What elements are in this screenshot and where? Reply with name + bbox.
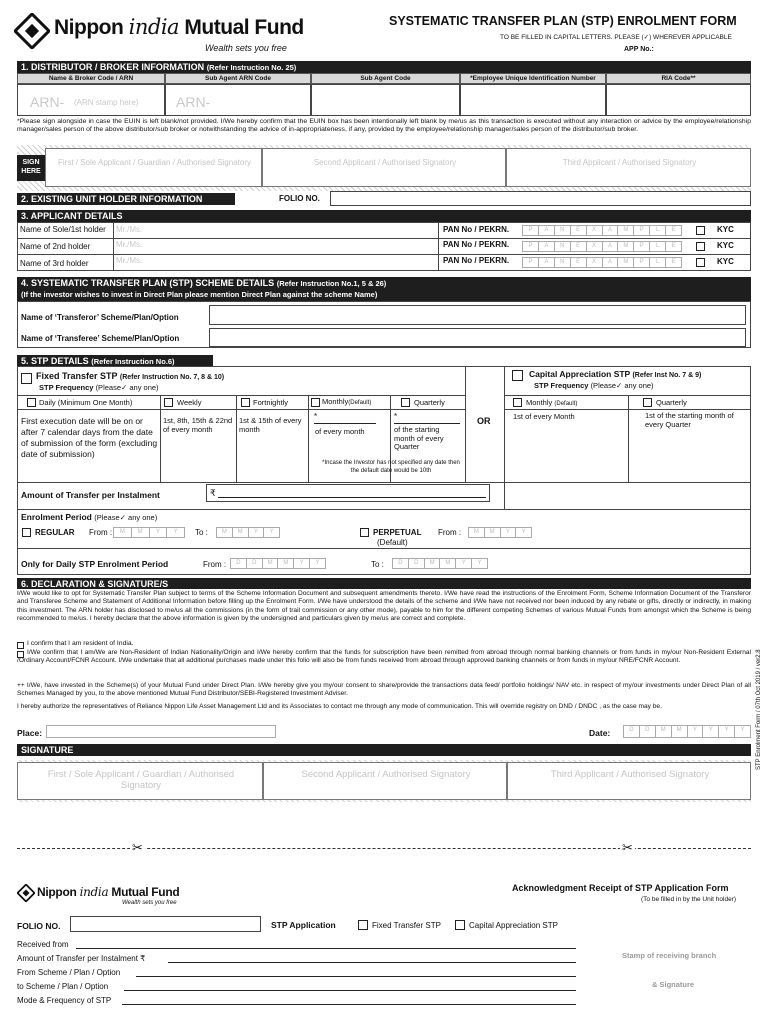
folio-input[interactable] bbox=[330, 191, 751, 206]
ack-mode-label: Mode & Frequency of STP bbox=[17, 996, 112, 1005]
section-stp-details-header: 5. STP DETAILS (Refer Instruction No.6) bbox=[17, 355, 213, 366]
date-label: Date: bbox=[589, 728, 611, 738]
ack-folio-input[interactable] bbox=[70, 916, 261, 932]
holder3-label: Name of 3rd holder bbox=[20, 259, 89, 268]
holder3-pan-label: PAN No / PEKRN. bbox=[443, 256, 510, 265]
folio-label: FOLIO NO. bbox=[279, 194, 320, 203]
sub-agent-code-field[interactable] bbox=[311, 84, 460, 116]
transferee-input[interactable] bbox=[209, 328, 746, 347]
holder3-name[interactable]: Mr./Ms. bbox=[116, 256, 143, 265]
ack-title: Acknowledgment Receipt of STP Application Form bbox=[512, 883, 729, 893]
cap-monthly-checkbox[interactable] bbox=[513, 398, 522, 407]
cap-monthly-label: Monthly (Default) bbox=[526, 398, 578, 407]
default-date-note: *Incase the Investor has not specified any date then the default date would be 10th bbox=[322, 460, 460, 474]
col-sub-agent-arn: Sub Agent ARN Code bbox=[165, 73, 311, 84]
fixed-stp-frequency: STP Frequency (Please✓ any one) bbox=[39, 383, 159, 392]
holder1-pan-label: PAN No / PEKRN. bbox=[443, 225, 510, 234]
daily-label: Daily (Minimum One Month) bbox=[39, 398, 133, 407]
signature-second-applicant[interactable]: Second Applicant / Authorised Signatory bbox=[263, 762, 507, 800]
stamp-label: Stamp of receiving branch bbox=[622, 951, 717, 960]
holder3-pan-field[interactable]: P A N E X A M P L E bbox=[522, 257, 682, 268]
form-version-code: STP Enrolment Form / 07th Oct 2019 / ver2.8 bbox=[756, 649, 762, 770]
brand-india: india bbox=[128, 15, 180, 39]
holder2-name[interactable]: Mr./Ms. bbox=[116, 240, 143, 249]
broker-code-field[interactable]: ARN- (ARN stamp here) bbox=[17, 84, 165, 116]
capital-stp-frequency: STP Frequency (Please✓ any one) bbox=[534, 381, 654, 390]
euin-field[interactable] bbox=[460, 84, 606, 116]
brand-logo bbox=[14, 13, 50, 49]
quarterly-date-text: of the starting month of every Quarter bbox=[394, 425, 444, 451]
scissors-icon-right: ✂ bbox=[622, 840, 633, 855]
cap-quarterly-text: 1st of the starting month of every Quarter bbox=[645, 411, 734, 429]
direct-plan-text: ++ I/We, have invested in the Scheme(s) of your Mutual Fund under Direct Plan. I/We hereby give you my/our consent to share/provide the transactions data feed/ portfolio holdings/ NAV etc. in respect of my/our investments under Direct Plan of all Schemes Managed by you, to the above mentioned Mutual Fund Distributor/SEBI-Registered Investment Adviser. bbox=[17, 682, 751, 698]
amount-label: Amount of Transfer per Instalment bbox=[21, 490, 160, 500]
section-signature-header: SIGNATURE bbox=[17, 744, 751, 756]
ack-amount-input[interactable] bbox=[168, 962, 576, 963]
holder1-kyc-checkbox[interactable] bbox=[696, 226, 705, 235]
dnd-text: I hereby authorize the representatives of Reliance Nippon Life Asset Management Ltd and its Associates to contact me through any mode of communication. This will override registry on DND / DNDC , as the case may be. bbox=[17, 703, 662, 710]
regular-checkbox[interactable] bbox=[22, 528, 31, 537]
holder3-kyc-checkbox[interactable] bbox=[696, 258, 705, 267]
holder1-name[interactable]: Mr./Ms. bbox=[116, 225, 143, 234]
regular-from-label: From : bbox=[89, 528, 113, 537]
ack-received-label: Received from bbox=[17, 940, 69, 949]
ack-amount-label: Amount of Transfer per Instalment ₹ bbox=[17, 954, 146, 963]
holder3-kyc-label: KYC bbox=[717, 257, 734, 266]
brand-name: Nippon bbox=[54, 16, 124, 39]
rupee-icon: ₹ bbox=[210, 488, 216, 498]
ack-brand-logo bbox=[17, 884, 35, 902]
regular-label: REGULAR bbox=[35, 528, 75, 537]
quarterly-checkbox[interactable] bbox=[401, 398, 410, 407]
daily-period-label: Only for Daily STP Enrolment Period bbox=[21, 559, 169, 569]
regular-from-field[interactable]: M M Y Y bbox=[113, 527, 185, 538]
ack-stp-application-label: STP Application bbox=[271, 920, 336, 930]
col-euin: *Employee Unique Identification Number bbox=[460, 73, 606, 84]
ack-brand-india: india bbox=[79, 885, 109, 899]
weekly-checkbox[interactable] bbox=[164, 398, 173, 407]
signature-first-applicant[interactable]: First / Sole Applicant / Guardian / Authorised Signatory bbox=[17, 762, 263, 800]
perpetual-label: PERPETUAL bbox=[373, 528, 422, 537]
holder1-label: Name of Sole/1st holder bbox=[20, 225, 106, 234]
monthly-star: * bbox=[314, 412, 318, 421]
ack-subtitle: (To be filled in by the Unit holder) bbox=[641, 896, 737, 903]
weekly-label: Weekly bbox=[177, 398, 202, 407]
fortnightly-label: Fortnightly bbox=[253, 398, 289, 407]
euin-note: *Please sign alongside in case the EUIN is left blank/not provided. I/We hereby confirm that the EUIN box has been intentionally left blank by me/us as this transaction is executed without any interaction or advice by the employee/relationship manager/sales person of the above distributor/sub broker or notwithstanding the advice of in-appropriateness, if any, provided by the employee/relationship manager/sales person of the distributor/sub broker. bbox=[17, 118, 751, 134]
quarterly-date-input[interactable] bbox=[394, 423, 460, 424]
quarterly-star: * bbox=[394, 412, 398, 421]
fixed-stp-checkbox[interactable] bbox=[21, 373, 32, 384]
section-declaration-header: 6. DECLARATION & SIGNATURE/S bbox=[17, 578, 751, 589]
resident-checkbox[interactable] bbox=[17, 642, 24, 649]
ack-capital-label: Capital Appreciation STP bbox=[469, 921, 558, 930]
section-existing-holder-header: 2. EXISTING UNIT HOLDER INFORMATION bbox=[17, 193, 235, 205]
monthly-label: Monthly(Default) bbox=[322, 397, 372, 406]
holder2-pan-field[interactable]: P A N E X A M P L E bbox=[522, 241, 682, 252]
capital-stp-checkbox[interactable] bbox=[512, 370, 523, 381]
ack-fixed-label: Fixed Transfer STP bbox=[372, 921, 441, 930]
nippon-logo-icon-small bbox=[17, 884, 35, 902]
ack-folio-label: FOLIO NO. bbox=[17, 921, 61, 931]
or-label: OR bbox=[477, 416, 491, 426]
place-label: Place: bbox=[17, 728, 43, 738]
col-ria-code: RIA Code** bbox=[606, 73, 751, 84]
holder1-kyc-label: KYC bbox=[717, 225, 734, 234]
holder2-pan-label: PAN No / PEKRN. bbox=[443, 240, 510, 249]
nippon-logo-icon bbox=[14, 13, 50, 49]
place-input[interactable] bbox=[46, 725, 276, 738]
cap-quarterly-checkbox[interactable] bbox=[643, 398, 652, 407]
cut-line bbox=[17, 848, 751, 849]
capital-stp-label: Capital Appreciation STP (Refer Inst No. 7 & 9) bbox=[529, 369, 702, 379]
fortnightly-dates: 1st & 15th of every month bbox=[239, 416, 302, 434]
ack-from-scheme-label: From Scheme / Plan / Option bbox=[17, 968, 121, 977]
section-scheme-header: 4. SYSTEMATIC TRANSFER PLAN (STP) SCHEME DETAILS (Refer Instruction No.1, 5 & 26) (If the investor wishes to invest in Direct Plan please mention Direct Plan against the scheme Name) bbox=[17, 277, 751, 301]
daily-to-label: To : bbox=[371, 560, 384, 569]
stamp-signature-label: & Signature bbox=[652, 980, 695, 989]
ack-fixed-checkbox[interactable] bbox=[358, 920, 368, 930]
transferor-label: Name of ‘Transferor’ Scheme/Plan/Option bbox=[21, 313, 179, 322]
perpetual-from-field[interactable]: M M Y Y bbox=[468, 527, 532, 538]
amount-input[interactable] bbox=[206, 484, 490, 502]
col-broker-code: Name & Broker Code / ARN bbox=[17, 73, 165, 84]
ack-brand-name: Nippon bbox=[37, 885, 77, 899]
perpetual-default: (Default) bbox=[377, 538, 408, 547]
ack-from-scheme-input[interactable] bbox=[136, 976, 576, 977]
declaration-text: I/We would like to opt for Systematic Transfer Plan subject to terms of the Scheme Information Document and subsequent amendments thereto. I/We have read the instructions of the Enrolment Form, Scheme Information Document of the Transferor and Transferee Scheme and Statement of Additional Information before filling up the Enrolment Form. I/We have understood the details of the scheme and I/We have not received nor been induced by any rebate or gifts, directly or indirectly, in making this investment. The ARN holder has disclosed to me/us all the commissions (in the form of trail commission or any other mode), payable to him for the different competing Schemes of various Mutual Funds from amongst which the Scheme is being recommended to me/us. I hereby declare that the above information is given by the undersigned and particulars given by me/us are correct and complete. bbox=[17, 590, 751, 622]
monthly-checkbox[interactable] bbox=[311, 398, 320, 407]
monthly-date-input[interactable] bbox=[314, 423, 376, 424]
fortnightly-checkbox[interactable] bbox=[241, 398, 250, 407]
ack-received-input[interactable] bbox=[76, 948, 576, 949]
daily-checkbox[interactable] bbox=[27, 398, 36, 407]
ack-capital-checkbox[interactable] bbox=[455, 920, 465, 930]
regular-to-label: To : bbox=[195, 528, 208, 537]
scissors-icon: ✂ bbox=[132, 840, 143, 855]
transferor-input[interactable] bbox=[209, 305, 746, 325]
ack-brand-mf: Mutual Fund bbox=[111, 885, 180, 899]
signature-third-applicant[interactable]: Third Applicant / Authorised Signatory bbox=[507, 762, 751, 800]
distributor-sign-3[interactable]: Third Applicant / Authorised Signatory bbox=[506, 148, 751, 187]
perpetual-from-label: From : bbox=[438, 528, 462, 537]
form-title: SYSTEMATIC TRANSFER PLAN (STP) ENROLMENT FORM bbox=[389, 14, 737, 28]
brand-tagline: Wealth sets you free bbox=[205, 43, 287, 53]
col-sub-agent-code: Sub Agent Code bbox=[311, 73, 460, 84]
nri-text: I/We confirm that I am/We are Non-Resident of Indian Nationality/Origin and I/We hereby confirm that the funds for subscription have been remitted from abroad through normal banking channels or from funds in my/our Non-Resident External /Ordinary Account/FCNR Account. I/We undertake that all additional purchases made under this folio will also be from funds received from abroad through approved banking channels or from funds in my/our NRE/FCNR Account. bbox=[17, 649, 751, 665]
sign-here-tag: SIGN HERE bbox=[17, 155, 45, 181]
transferee-label: Name of ‘Transferee’ Scheme/Plan/Option bbox=[21, 334, 180, 343]
ack-to-scheme-label: to Scheme / Plan / Option bbox=[17, 982, 109, 991]
ria-code-field[interactable] bbox=[606, 84, 751, 116]
section-applicant-header: 3. APPLICANT DETAILS bbox=[17, 210, 751, 222]
ack-brand-tagline: Wealth sets you free bbox=[122, 900, 177, 906]
distributor-sign-1[interactable]: First / Sole Applicant / Guardian / Authorised Signatory bbox=[45, 148, 262, 187]
holder1-pan-field[interactable]: P A N E X A M P L E bbox=[522, 225, 682, 236]
daily-from-field[interactable]: D D M M Y Y bbox=[230, 558, 326, 569]
fixed-stp-label: Fixed Transfer STP (Refer Instruction No. 7, 8 & 10) bbox=[36, 371, 225, 381]
sub-agent-arn-field[interactable]: ARN- bbox=[165, 84, 311, 116]
ack-to-scheme-input[interactable] bbox=[124, 990, 576, 991]
enrolment-label: Enrolment Period (Please✓ any one) bbox=[21, 512, 158, 522]
holder2-kyc-label: KYC bbox=[717, 241, 734, 250]
ack-mode-input[interactable] bbox=[122, 1004, 576, 1005]
app-no-label: APP No.: bbox=[624, 46, 654, 53]
section-distributor-header: 1. DISTRIBUTOR / BROKER INFORMATION (Refer Instruction No. 25) bbox=[17, 61, 751, 73]
holder2-label: Name of 2nd holder bbox=[20, 242, 91, 251]
daily-to-field[interactable]: D D M M Y Y bbox=[392, 558, 488, 569]
cap-monthly-text: 1st of every Month bbox=[513, 412, 575, 421]
weekly-dates: 1st, 8th, 15th & 22nd of every month bbox=[163, 416, 233, 434]
declaration-date-field[interactable]: D D M M Y Y Y Y bbox=[623, 725, 751, 738]
brand-mf: Mutual Fund bbox=[184, 16, 304, 39]
holder2-kyc-checkbox[interactable] bbox=[696, 242, 705, 251]
quarterly-label: Quarterly bbox=[414, 398, 445, 407]
execution-note: First execution date will be on or after 7 calendar days from the date of submission of the form (excluding date of submission) bbox=[21, 416, 158, 459]
monthly-date-text: of every month bbox=[315, 427, 365, 436]
daily-from-label: From : bbox=[203, 560, 227, 569]
perpetual-checkbox[interactable] bbox=[360, 528, 369, 537]
capital-letters-instruction: TO BE FILLED IN CAPITAL LETTERS. PLEASE (✓) WHEREVER APPLICABLE bbox=[500, 34, 732, 41]
regular-to-field[interactable]: M M Y Y bbox=[216, 527, 280, 538]
distributor-sign-2[interactable]: Second Applicant / Authorised Signatory bbox=[262, 148, 506, 187]
resident-text: I confirm that I am resident of India. bbox=[27, 640, 134, 647]
cap-quarterly-label: Quarterly bbox=[656, 398, 687, 407]
